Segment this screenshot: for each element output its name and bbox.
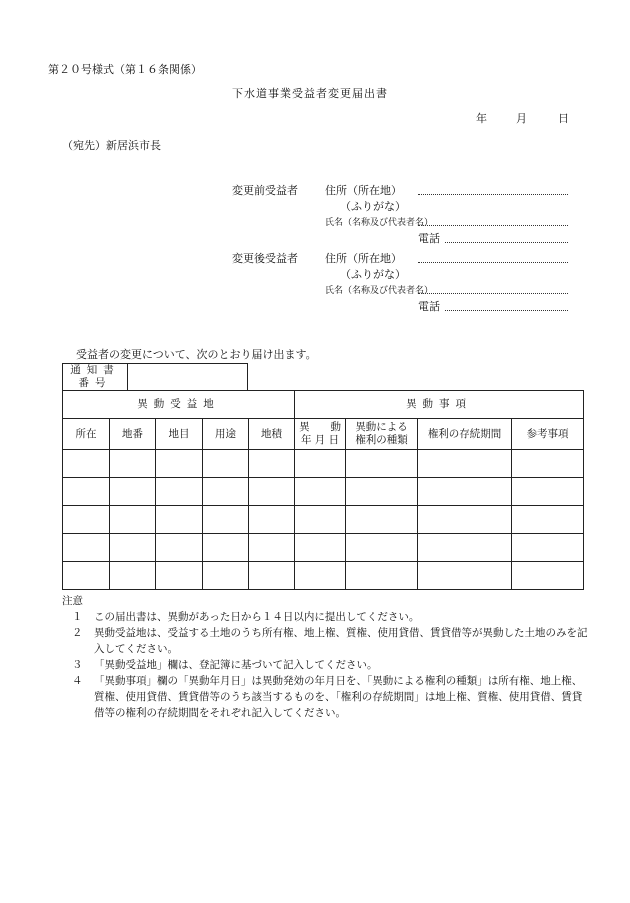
after-furigana-label: （ふりがな） [340, 268, 406, 281]
notes-section [62, 593, 592, 721]
notes-label: 注意 [62, 595, 83, 607]
group-header-change-items: 異動事項 [295, 391, 584, 419]
table-cell[interactable] [249, 450, 295, 478]
table-cell[interactable] [346, 478, 418, 506]
header-remarks: 参考事項 [512, 419, 584, 450]
table-cell[interactable] [156, 478, 203, 506]
table-cell[interactable] [249, 562, 295, 590]
table-cell[interactable] [295, 478, 346, 506]
before-name-field[interactable] [418, 225, 568, 226]
note-number: １ [72, 611, 83, 623]
header-location: 所在 [63, 419, 110, 450]
header-change-date [295, 419, 346, 450]
note-item [72, 657, 592, 673]
table-cell[interactable] [418, 478, 512, 506]
table-cell[interactable] [63, 534, 110, 562]
table-cell[interactable] [63, 562, 110, 590]
table-cell[interactable] [249, 506, 295, 534]
header-right-duration: 権利の存続期間 [418, 419, 512, 450]
before-phone-label: 電話 [418, 232, 440, 245]
table-cell[interactable] [512, 478, 584, 506]
before-recipient-label: 変更前受益者 [232, 184, 298, 197]
header-change-date-line2: 年 月 日 [300, 434, 340, 446]
table-cell[interactable] [110, 562, 156, 590]
table-cell[interactable] [512, 562, 584, 590]
table-cell[interactable] [63, 506, 110, 534]
after-name-field[interactable] [418, 293, 568, 294]
header-area: 地積 [249, 419, 295, 450]
table-cell[interactable] [418, 506, 512, 534]
header-right-type-line2: 権利の種類 [355, 434, 408, 446]
date-month-label: 月 [516, 112, 527, 125]
table-cell[interactable] [346, 562, 418, 590]
notice-number-label: 通知書番号 [63, 364, 128, 391]
date-day-label: 日 [558, 112, 569, 125]
table-cell[interactable] [346, 450, 418, 478]
table-cell[interactable] [418, 534, 512, 562]
table-cell[interactable] [110, 450, 156, 478]
table-cell[interactable] [346, 506, 418, 534]
table-cell[interactable] [110, 534, 156, 562]
notice-number-field[interactable] [128, 364, 248, 391]
note-number: ２ [72, 627, 83, 639]
before-furigana-label: （ふりがな） [340, 200, 406, 213]
table-cell[interactable] [203, 478, 249, 506]
intro-text: 受益者の変更について、次のとおり届け出ます。 [76, 348, 317, 361]
before-address-label: 住所（所在地） [325, 184, 402, 197]
after-phone-field[interactable] [445, 310, 568, 311]
table-row [63, 478, 584, 506]
table-cell[interactable] [110, 478, 156, 506]
table-cell[interactable] [156, 450, 203, 478]
table-cell[interactable] [249, 534, 295, 562]
date-year-label: 年 [476, 112, 487, 125]
note-item [72, 673, 592, 721]
table-cell[interactable] [156, 534, 203, 562]
notice-number-table [62, 363, 248, 391]
before-name-label: 氏名（名称及び代表者名） [325, 218, 434, 228]
note-item [72, 625, 592, 657]
table-cell[interactable] [156, 506, 203, 534]
after-phone-label: 電話 [418, 300, 440, 313]
table-row [63, 562, 584, 590]
table-cell[interactable] [346, 534, 418, 562]
table-cell[interactable] [418, 562, 512, 590]
note-text: 「異動受益地」欄は、登記簿に基づいて記入してください。 [94, 659, 378, 671]
note-text: この届出書は、異動があった日から１４日以内に提出してください。 [94, 611, 420, 623]
table-row [63, 450, 584, 478]
after-address-label: 住所（所在地） [325, 252, 402, 265]
group-header-changed-land: 異動受益地 [63, 391, 295, 419]
table-row [63, 506, 584, 534]
form-number: 第２０号様式（第１６条関係） [48, 63, 202, 76]
table-cell[interactable] [156, 562, 203, 590]
before-address-field[interactable] [418, 194, 568, 195]
header-change-date-line1: 異 動 [299, 421, 342, 433]
table-cell[interactable] [295, 562, 346, 590]
note-number: ３ [72, 659, 83, 671]
table-cell[interactable] [295, 506, 346, 534]
header-right-type-line1: 異動による [355, 421, 408, 433]
table-cell[interactable] [512, 534, 584, 562]
table-cell[interactable] [418, 450, 512, 478]
page-title: 下水道事業受益者変更届出書 [232, 87, 388, 100]
before-phone-field[interactable] [445, 242, 568, 243]
table-row [63, 534, 584, 562]
table-cell[interactable] [249, 478, 295, 506]
table-cell[interactable] [203, 506, 249, 534]
table-cell[interactable] [295, 534, 346, 562]
table-cell[interactable] [63, 478, 110, 506]
after-address-field[interactable] [418, 262, 568, 263]
after-name-label: 氏名（名称及び代表者名） [325, 286, 434, 296]
table-cell[interactable] [203, 562, 249, 590]
header-use: 用途 [203, 419, 249, 450]
table-cell[interactable] [203, 450, 249, 478]
header-lot-number: 地番 [110, 419, 156, 450]
header-land-category: 地目 [156, 419, 203, 450]
table-cell[interactable] [512, 506, 584, 534]
note-text: 「異動事項」欄の「異動年月日」は異動発効の年月日を、「異動による権利の種類」は所有権、地上権、質権、使用貸借、賃貸借等のうち該当するものを、「権利の存続期間」は地上権、質権、使用貸借、賃貸借等の権利の存続期間をそれぞれ記入してください。 [94, 675, 583, 719]
note-text: 異動受益地は、受益する土地のうち所有権、地上権、質権、使用貸借、賃貸借等が異動した土地のみを記入してください。 [94, 627, 588, 655]
table-cell[interactable] [63, 450, 110, 478]
table-cell[interactable] [110, 506, 156, 534]
header-right-type [346, 419, 418, 450]
after-recipient-label: 変更後受益者 [232, 252, 298, 265]
note-item [72, 609, 592, 625]
change-details-table [62, 390, 584, 590]
addressee: （宛先）新居浜市長 [62, 139, 161, 152]
table-cell[interactable] [203, 534, 249, 562]
note-number: ４ [72, 675, 83, 687]
table-cell[interactable] [512, 450, 584, 478]
table-cell[interactable] [295, 450, 346, 478]
